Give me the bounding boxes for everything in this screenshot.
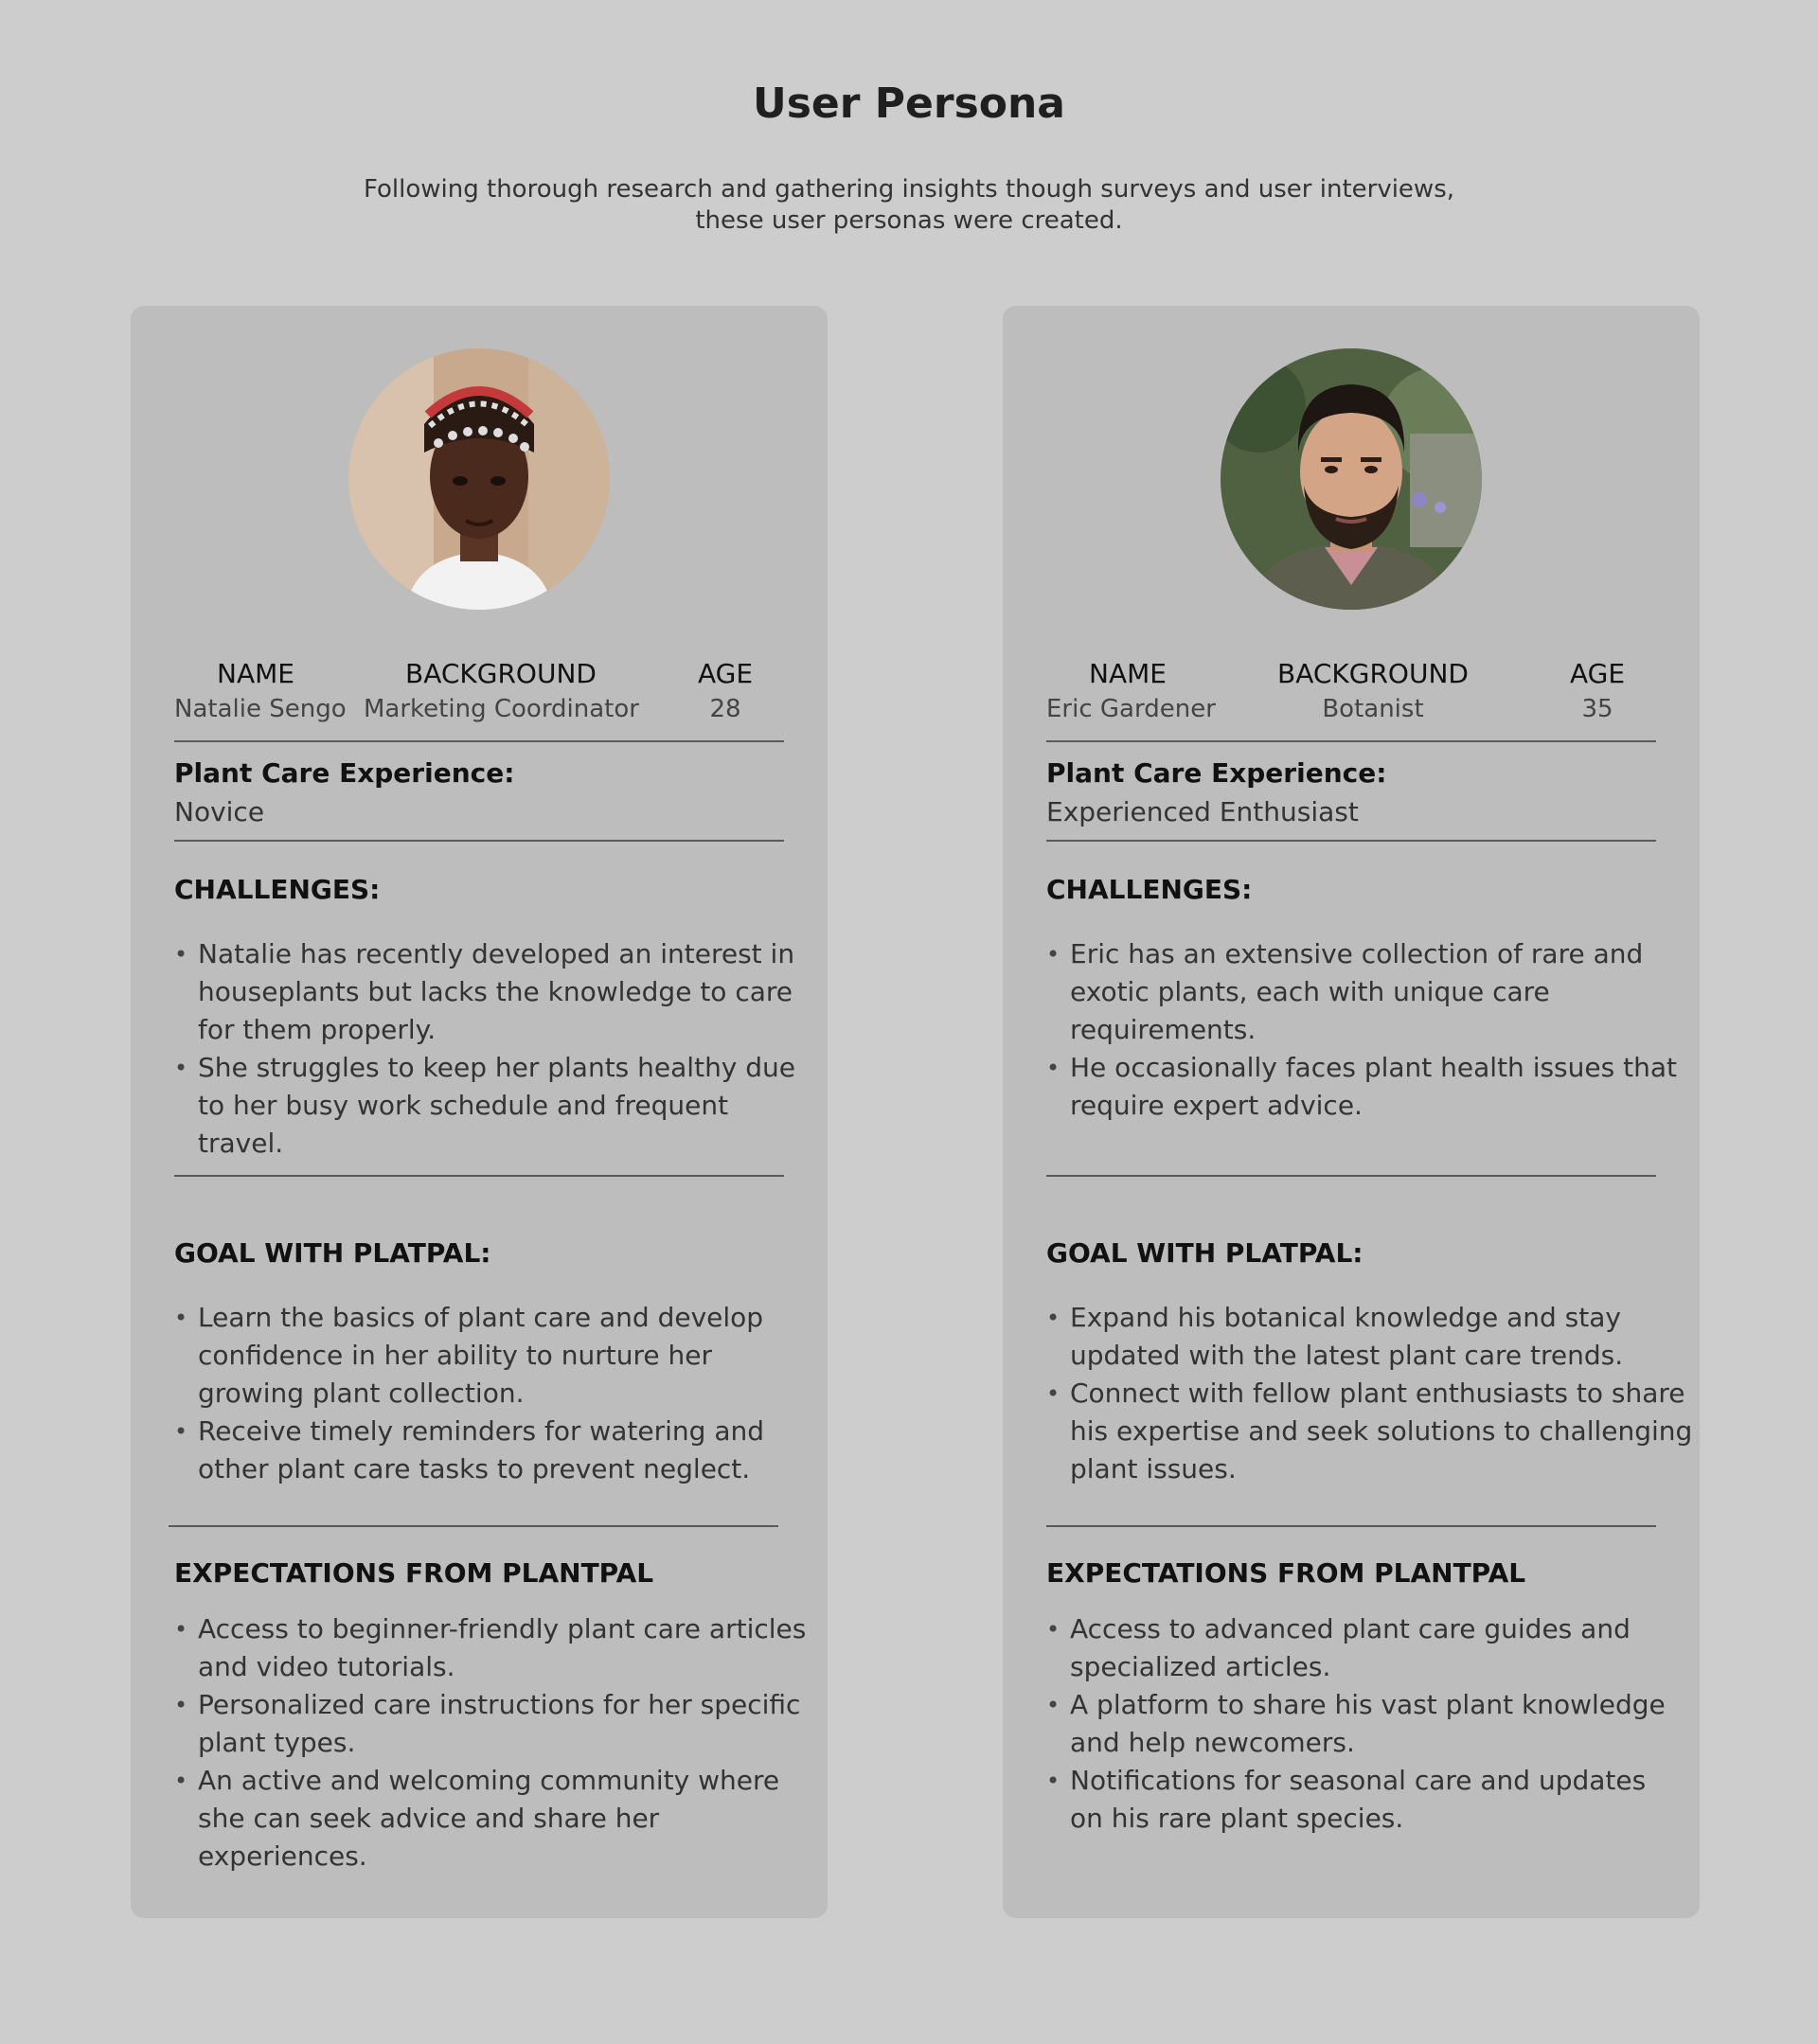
expectations-list	[1046, 1610, 1685, 1838]
experience-label: Plant Care Experience:	[174, 757, 515, 789]
divider	[1046, 840, 1656, 842]
avatar	[348, 348, 610, 610]
expectations-heading: EXPECTATIONS FROM PLANTPAL	[174, 1557, 654, 1589]
list-item: • Connect with fellow plant enthusiasts to share his expertise and seek solutions to challenging plant issues.	[1070, 1375, 1704, 1488]
background-value: Botanist	[1322, 695, 1424, 723]
expectations-list	[174, 1610, 823, 1875]
avatar	[1221, 348, 1482, 610]
list-item: • Receive timely reminders for watering and other plant care tasks to prevent neglect.	[198, 1413, 813, 1488]
experience-value: Experienced Enthusiast	[1046, 796, 1359, 827]
name-label: NAME	[217, 658, 294, 689]
list-item: • Access to beginner-friendly plant care articles and video tutorials.	[198, 1610, 823, 1686]
list-item: • He occasionally faces plant health issues that require expert advice.	[1070, 1049, 1704, 1125]
name-column	[174, 656, 347, 726]
name-value: Natalie Sengo	[174, 695, 347, 723]
experience-value: Novice	[174, 796, 265, 827]
persona-info-row	[174, 656, 784, 732]
goal-heading: GOAL WITH PLATPAL:	[1046, 1237, 1364, 1269]
list-item: • Notifications for seasonal care and updates on his rare plant species.	[1070, 1762, 1685, 1838]
page-subtitle: Following thorough research and gathering insights though surveys and user interviews, these user personas were created.	[363, 175, 1455, 235]
list-item: • A platform to share his vast plant knowledge and help newcomers.	[1070, 1686, 1685, 1762]
name-column	[1046, 656, 1216, 726]
woman-with-headdress-photo	[348, 348, 610, 610]
persona-card-natalie	[131, 306, 828, 1918]
age-column	[667, 656, 784, 726]
list-item: • She struggles to keep her plants healthy due to her busy work schedule and frequent travel.	[198, 1049, 813, 1163]
list-item: • An active and welcoming community where she can seek advice and share her experiences.	[198, 1762, 823, 1875]
name-label: NAME	[1089, 658, 1167, 689]
list-item: • Personalized care instructions for her specific plant types.	[198, 1686, 823, 1762]
divider	[1046, 1525, 1656, 1527]
age-value: 35	[1581, 695, 1613, 723]
name-value: Eric Gardener	[1046, 695, 1216, 723]
background-label: BACKGROUND	[405, 658, 597, 689]
background-column	[1236, 656, 1510, 726]
expectations-heading: EXPECTATIONS FROM PLANTPAL	[1046, 1557, 1526, 1589]
list-item: • Learn the basics of plant care and develop confidence in her ability to nurture her growing plant collection.	[198, 1299, 813, 1413]
goal-list	[174, 1299, 813, 1488]
bearded-man-photo	[1221, 348, 1482, 610]
challenges-list	[174, 935, 813, 1163]
list-item: • Access to advanced plant care guides and specialized articles.	[1070, 1610, 1685, 1686]
challenges-heading: CHALLENGES:	[174, 874, 381, 905]
divider	[174, 840, 784, 842]
age-label: AGE	[1569, 658, 1626, 689]
divider	[174, 1175, 784, 1177]
challenges-list	[1046, 935, 1704, 1125]
list-item: • Expand his botanical knowledge and stay updated with the latest plant care trends.	[1070, 1299, 1704, 1375]
goal-list	[1046, 1299, 1704, 1488]
age-label: AGE	[697, 658, 754, 689]
age-column	[1539, 656, 1656, 726]
divider	[1046, 1175, 1656, 1177]
background-value: Marketing Coordinator	[364, 695, 639, 723]
goal-heading: GOAL WITH PLATPAL:	[174, 1237, 491, 1269]
background-label: BACKGROUND	[1277, 658, 1469, 689]
background-column	[364, 656, 638, 726]
experience-label: Plant Care Experience:	[1046, 757, 1387, 789]
challenges-heading: CHALLENGES:	[1046, 874, 1253, 905]
persona-info-row	[1046, 656, 1656, 732]
divider	[174, 740, 784, 742]
page-title: User Persona	[753, 80, 1065, 128]
list-item: • Eric has an extensive collection of rare and exotic plants, each with unique care requirements.	[1070, 935, 1704, 1049]
persona-card-eric	[1003, 306, 1700, 1918]
divider	[169, 1525, 778, 1527]
list-item: • Natalie has recently developed an interest in houseplants but lacks the knowledge to care for them properly.	[198, 935, 813, 1049]
age-value: 28	[709, 695, 741, 723]
divider	[1046, 740, 1656, 742]
